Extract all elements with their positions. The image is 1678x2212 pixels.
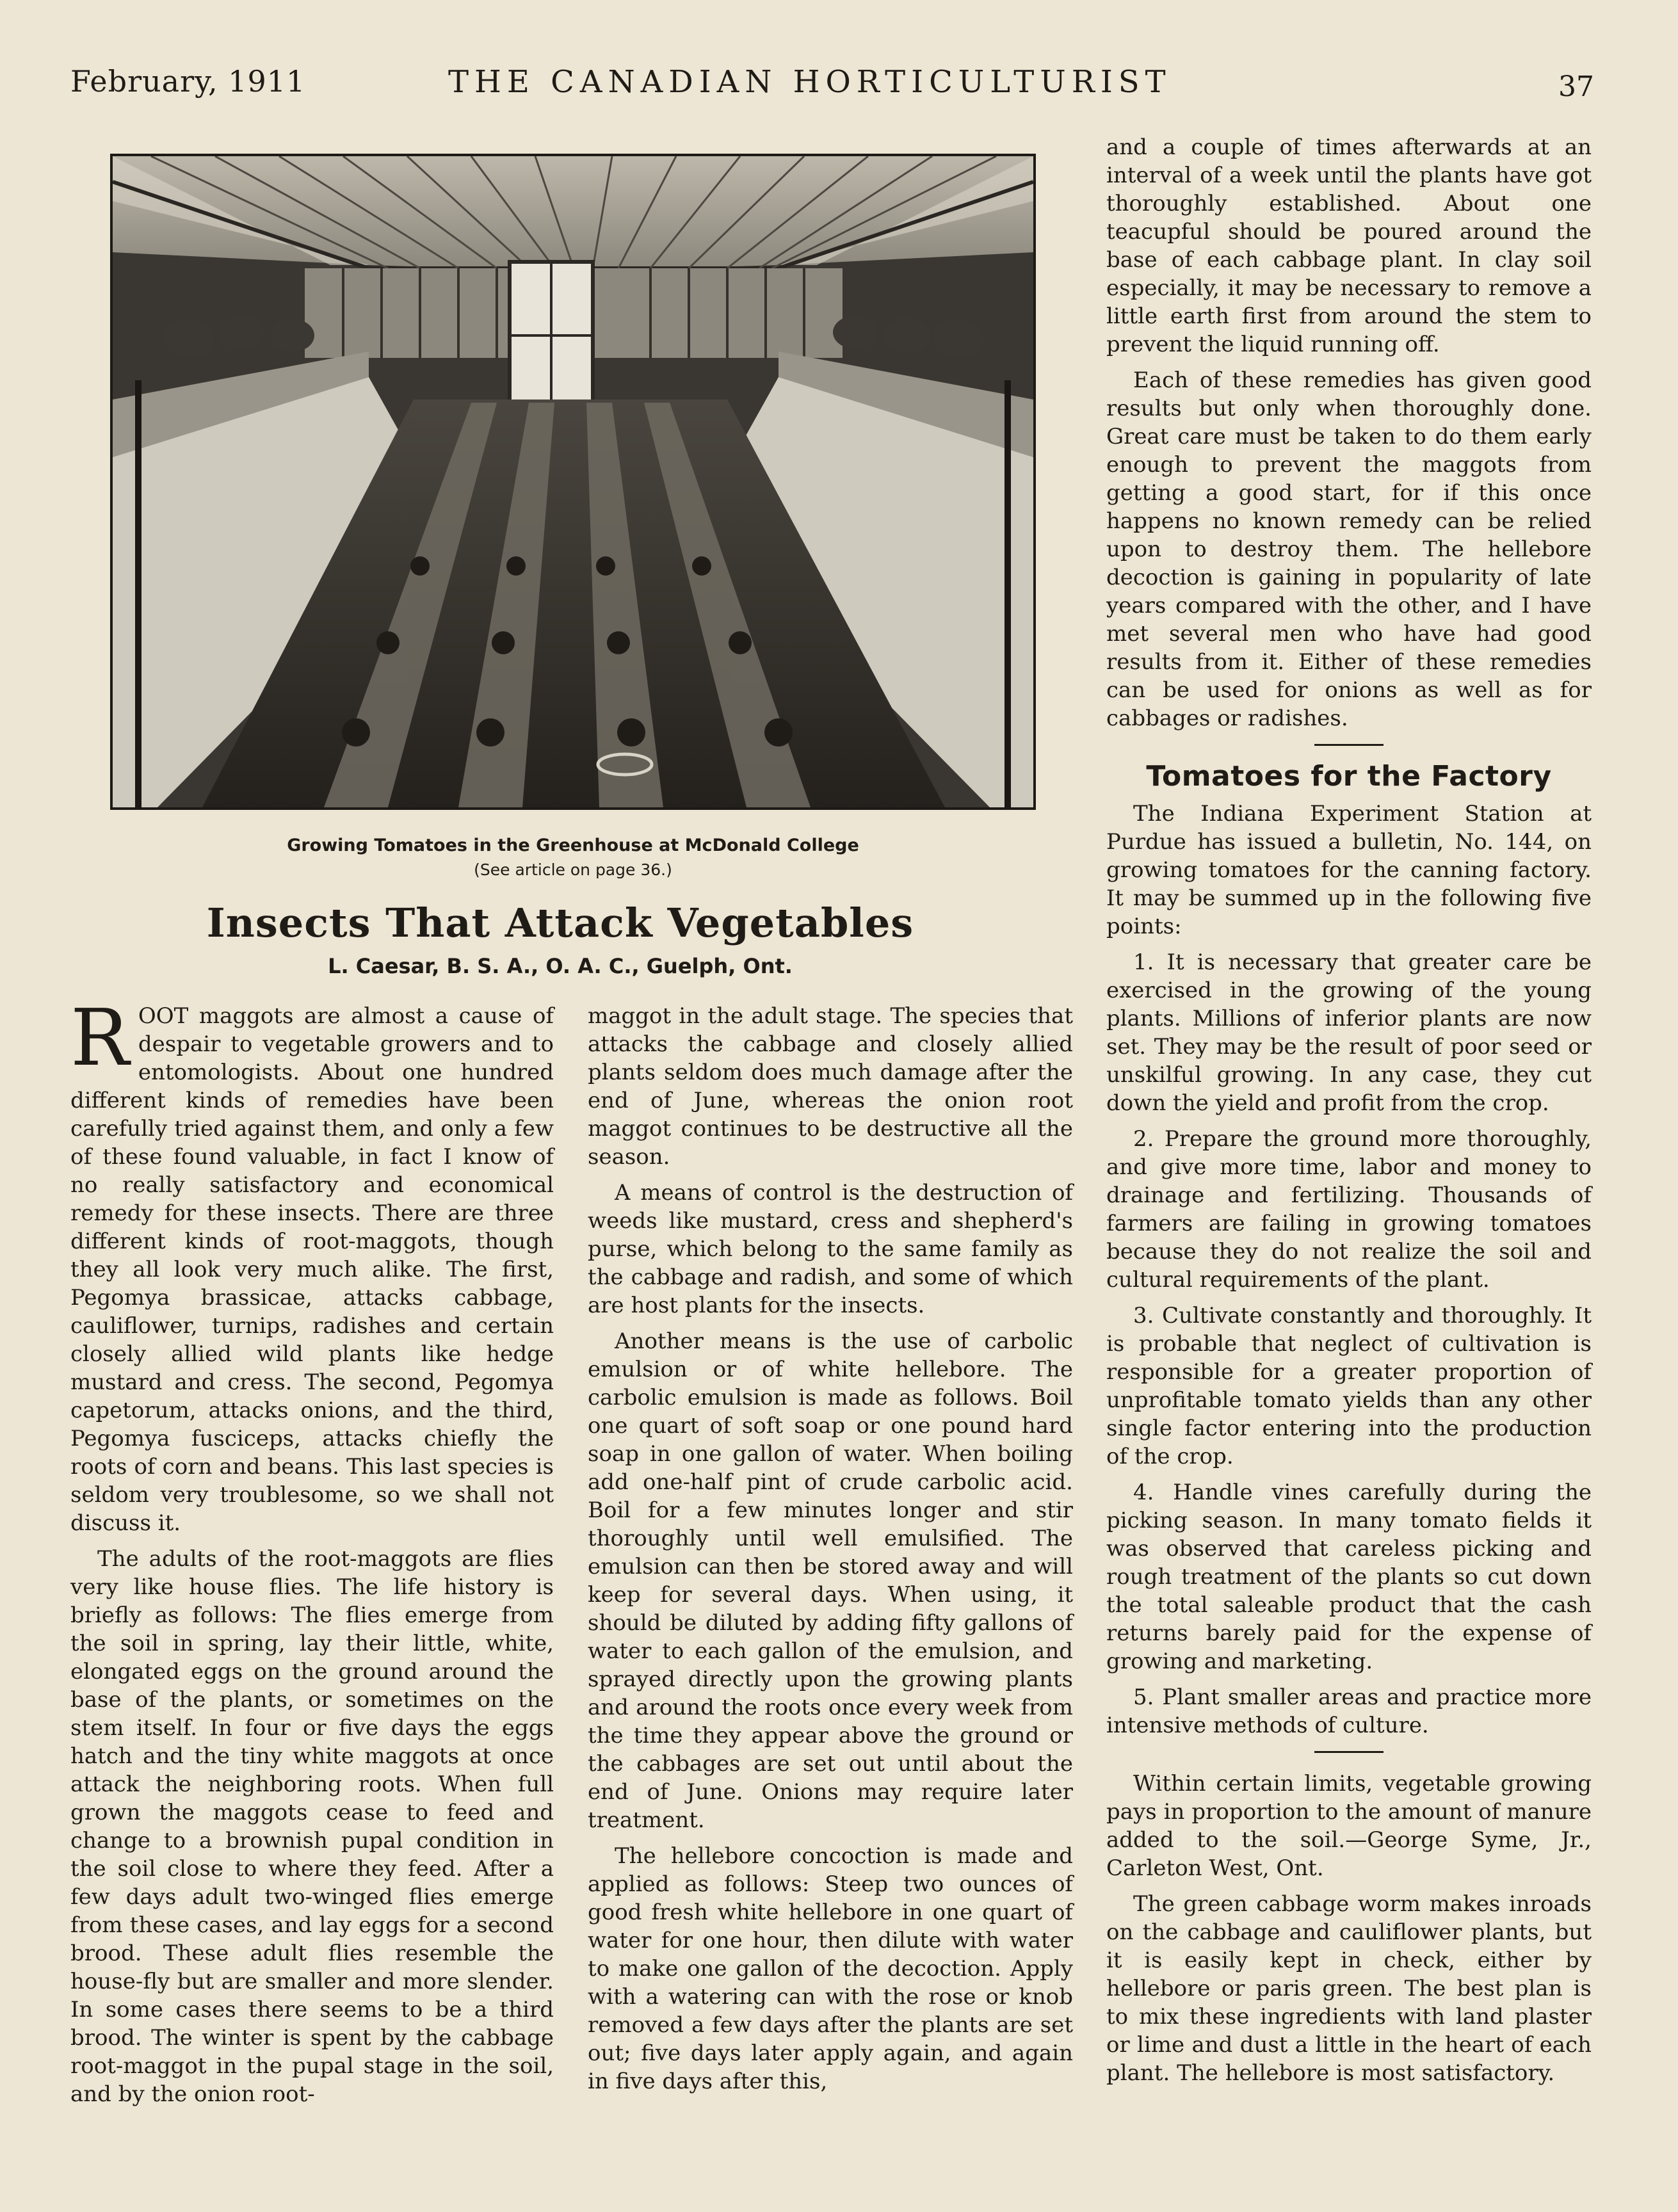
paragraph: A means of control is the destruction of weeds like mustard, cress and shepherd's purse, which belong to the same family as the cabbage and radish, and some of which are host plants for the insects.: [588, 1180, 1073, 1318]
paragraph: maggot in the adult stage. The species that attacks the cabbage and closely allied plants seldom does much damage after the end of June, whereas the onion root maggot continues to be destructive all the season.: [588, 1003, 1073, 1170]
section-divider: [1314, 744, 1384, 746]
paragraph-text: OOT maggots are almost a cause of despair to vegetable growers and to entomologists. About one hundred different kinds of remedies have been carefully tried against them, and only a few of these found valuable, in fact I know of no really satisfactory and economical remedy for these insects. There are three different kinds of root-maggots, though they all look very much alike. The first, Pegomya brassicae, attacks cabbage, cauliflower, turnips, radishes and certain closely allied wild plants like hedge mustard and cress. The second, Pegomya capetorum, attacks onions, and the third, Pegomya fusciceps, attacks chiefly the roots of corn and beans. This last species is seldom very troublesome, so we shall not discuss it.: [70, 1003, 554, 1536]
paragraph: The green cabbage worm makes inroads on the cabbage and cauliflower plants, but it is easily kept in check, either by hellebore or paris green. The best plan is to mix these ingredients with land plaster or lime and dust a little in the heart of each plant. The hellebore is most satisfactory.: [1106, 1891, 1592, 2086]
magazine-title: THE CANADIAN HORTICULTURIST: [448, 64, 1172, 100]
page-number: 37: [1558, 70, 1594, 103]
list-item: 1. It is necessary that greater care be exercised in the growing of the young plants. Millions of inferior plants are now set. They may be the result of poor seed or unskilful growing. In any case, they cut down the yield and profit from the crop.: [1106, 949, 1592, 1116]
drop-cap: R: [70, 992, 129, 1083]
article-title: Insects That Attack Vegetables: [206, 900, 914, 946]
article-column-1: [70, 992, 554, 2116]
caption-reference: (See article on page 36.): [474, 860, 672, 879]
paragraph: The adults of the root-maggots are flies very like house flies. The life history is briefly as follows: The flies emerge from the soil in spring, lay their little, white, elongated eggs on the ground around the base of the plants, or sometimes on the stem itself. In four or five days the eggs hatch and the tiny white maggots at once attack the neighboring roots. When full grown the maggots cease to feed and change to a brownish pupal condition in the soil close to where they feed. After a few days adult two-winged flies emerge from these cases, and lay eggs for a second brood. These adult flies resemble the house-fly but are smaller and more slender. In some cases there seems to be a third brood. The winter is spent by the cabbage root-maggot in the pupal stage in the soil, and by the onion root-: [70, 1546, 554, 2107]
caption-title: Growing Tomatoes in the Greenhouse at McDonald College: [287, 836, 859, 855]
article-column-2: [588, 1002, 1073, 2103]
paragraph: and a couple of times afterwards at an interval of a week until the plants have got thoroughly established. About one teacupful should be poured around the base of each cabbage plant. In clay soil especially, it may be necessary to remove a little earth first from around the stem to prevent the liquid running off.: [1106, 134, 1592, 357]
greenhouse-photo: [110, 154, 1036, 810]
article-byline: L. Caesar, B. S. A., O. A. C., Guelph, Ont.: [328, 954, 793, 978]
paragraph: Another means is the use of carbolic emulsion or of white hellebore. The carbolic emulsion is made as follows. Boil one quart of soft soap or one pound hard soap in one gallon of water. When boiling add one-half pint of crude carbolic acid. Boil for a few minutes longer and stir thoroughly until well emulsified. The emulsion can then be stored away and will keep for several days. When using, it should be diluted by adding fifty gallons of water to each gallon of the emulsion, and sprayed directly upon the growing plants and around the roots once every week from the time they appear above the ground or the cabbages are set out until about the end of June. Onions may require later treatment.: [588, 1328, 1073, 1833]
list-item: 2. Prepare the ground more thoroughly, and give more time, labor and money to drainage and fertilizing. Thousands of farmers are failing in growing tomatoes because they do not realize the soil and cultural requirements of the plant.: [1106, 1126, 1592, 1293]
paragraph: Each of these remedies has given good results but only when thoroughly done. Great care must be taken to do them early enough to prevent the maggots from getting a good start, for if this once happens no known remedy can be relied upon to destroy them. The hellebore decoction is gaining in popularity of late years compared with the other, and I have met several men who have had good results from it. Either of these remedies can be used for onions as well as for cabbages or radishes.: [1106, 367, 1592, 731]
section-divider: [1314, 1751, 1384, 1753]
list-item: 4. Handle vines carefully during the picking season. In many tomato fields it was observed that careless picking and rough treatment of the plants so cut down the total saleable product that the cash returns barely paid for the expense of growing and marketing.: [1106, 1480, 1592, 1674]
tomatoes-heading: Tomatoes for the Factory: [1146, 760, 1552, 793]
paragraph: [70, 992, 554, 1537]
paragraph: The Indiana Experiment Station at Purdue has issued a bulletin, No. 144, on growing tomatoes for the canning factory. It may be summed up in the following five points:: [1106, 801, 1592, 939]
greenhouse-illustration: [113, 156, 1033, 807]
issue-date: February, 1911: [70, 64, 306, 99]
article-column-3: [1106, 133, 1592, 2095]
list-item: 5. Plant smaller areas and practice more intensive methods of culture.: [1106, 1684, 1592, 1738]
paragraph: The hellebore concoction is made and applied as follows: Steep two ounces of good fresh white hellebore in one quart of water for one hour, then dilute with water to make one gallon of the decoction. Apply with a watering can with the rose or knob removed a few days after the plants are set out; five days later apply again, and again in five days after this,: [588, 1843, 1073, 2094]
list-item: 3. Cultivate constantly and thoroughly. It is probable that neglect of cultivation is responsible for a greater proportion of unprofitable tomato yields than any other single factor entering into the production of the crop.: [1106, 1303, 1592, 1469]
page-header: [70, 64, 1594, 115]
photo-caption: [110, 836, 1036, 879]
paragraph: Within certain limits, vegetable growing pays in proportion to the amount of manure added to the soil.—George Syme, Jr., Carleton West, Ont.: [1106, 1771, 1592, 1881]
